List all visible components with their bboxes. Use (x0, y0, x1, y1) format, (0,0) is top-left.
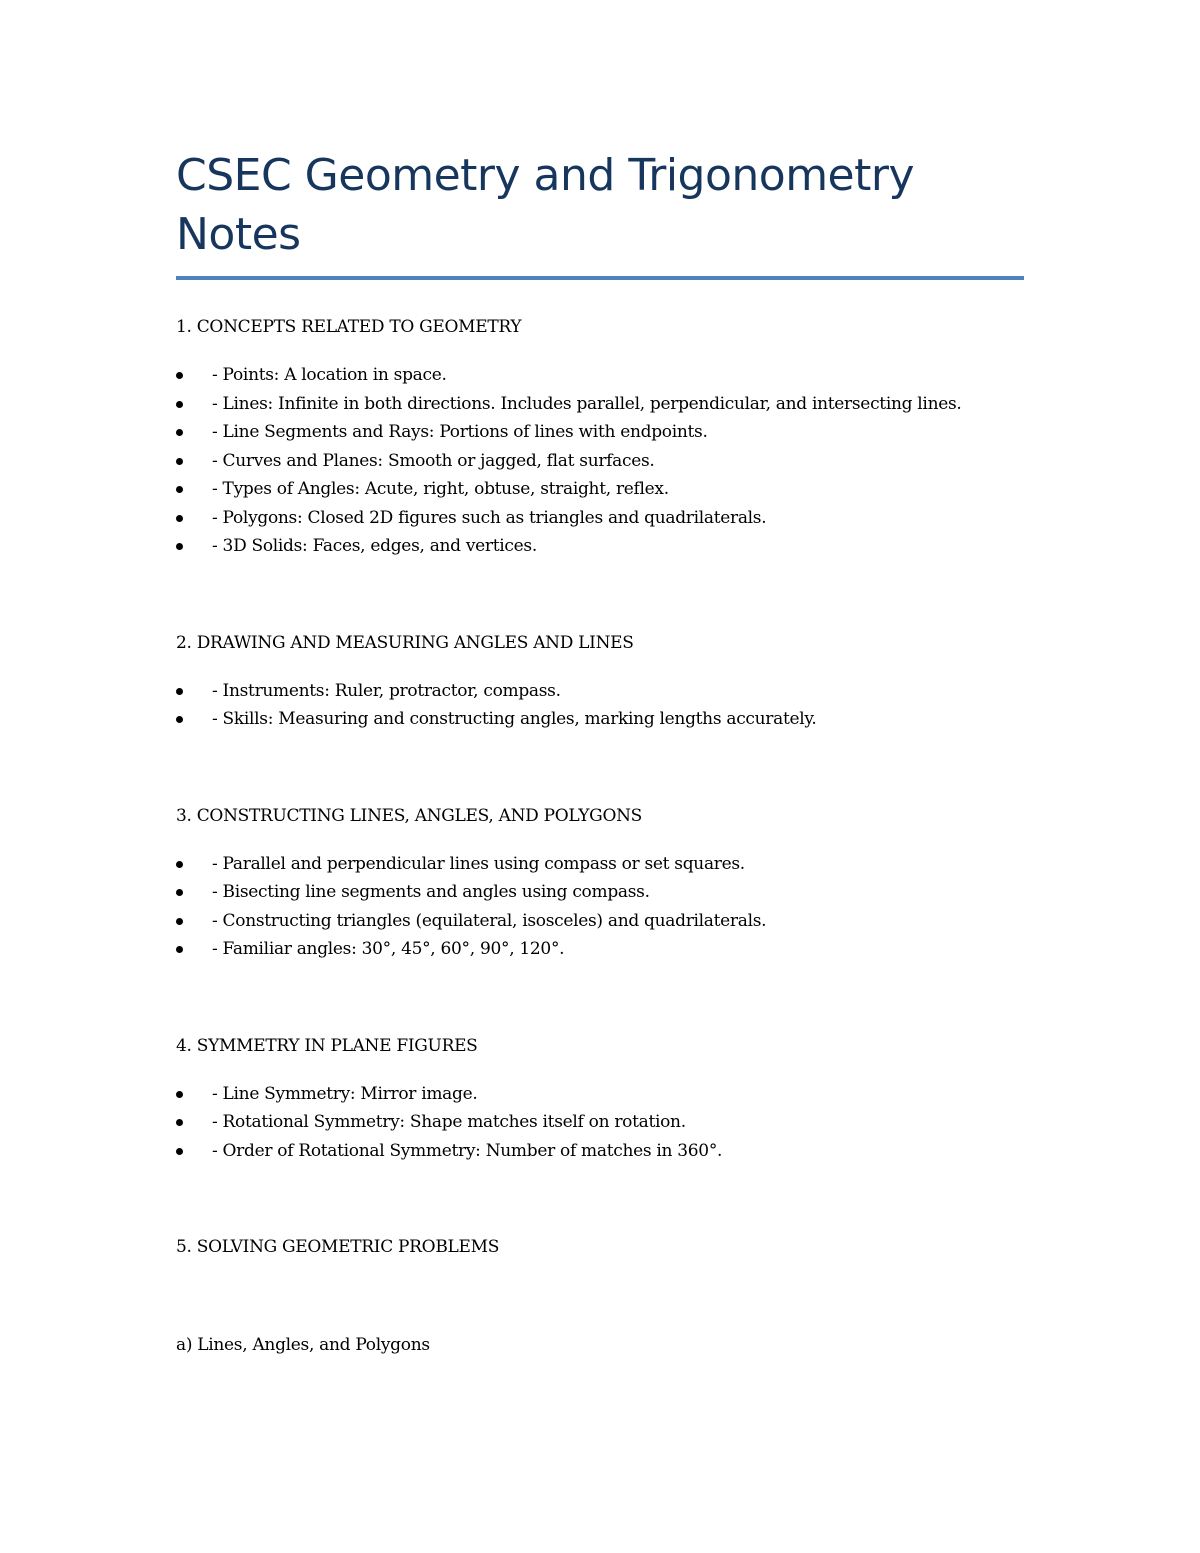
bullet-list (176, 850, 1024, 964)
list-item-text: - Points: A location in space. (212, 365, 447, 385)
bullet-icon (176, 429, 183, 436)
list-item (176, 907, 1024, 936)
section-heading: 1. CONCEPTS RELATED TO GEOMETRY (176, 317, 522, 337)
list-item-text: - Polygons: Closed 2D figures such as triangles and quadrilaterals. (212, 507, 767, 528)
bullet-icon (176, 1119, 183, 1126)
bullet-list (176, 1080, 1024, 1166)
document-title: CSEC Geometry and Trigonometry Notes (176, 150, 915, 260)
list-item (176, 504, 1024, 533)
bullet-icon (176, 486, 183, 493)
bullet-icon (176, 372, 183, 379)
section-heading: 2. DRAWING AND MEASURING ANGLES AND LINES (176, 632, 634, 653)
list-item (176, 361, 1024, 390)
list-item-text: - Skills: Measuring and constructing angles, marking lengths accurately. (212, 709, 817, 729)
list-item-text: - Curves and Planes: Smooth or jagged, flat surfaces. (212, 450, 655, 471)
list-item-text: - Order of Rotational Symmetry: Number of matches in 360°. (212, 1140, 723, 1161)
list-item (176, 850, 1024, 879)
bullet-icon (176, 458, 183, 465)
bullet-icon (176, 401, 183, 408)
list-item (176, 705, 1024, 734)
bullet-icon (176, 889, 183, 896)
bullet-list (176, 361, 1024, 561)
list-item-text: - Constructing triangles (equilateral, isosceles) and quadrilaterals. (212, 910, 767, 931)
bullet-icon (176, 515, 183, 522)
bullet-icon (176, 688, 183, 695)
bullet-icon (176, 543, 183, 550)
bullet-icon (176, 946, 183, 953)
bullet-icon (176, 716, 183, 723)
bullet-icon (176, 918, 183, 925)
bullet-icon (176, 861, 183, 868)
title-underline-rule (176, 276, 1024, 280)
list-item (176, 475, 1024, 504)
list-item-text: - 3D Solids: Faces, edges, and vertices. (212, 536, 537, 556)
list-item-text: - Rotational Symmetry: Shape matches itself on rotation. (212, 1112, 686, 1132)
list-item (176, 878, 1024, 907)
list-item-text: - Lines: Infinite in both directions. Includes parallel, perpendicular, and intersecting lines. (212, 393, 962, 414)
list-item (176, 1108, 1024, 1137)
list-item-text: - Familiar angles: 30°, 45°, 60°, 90°, 120°. (212, 939, 565, 959)
list-item (176, 447, 1024, 476)
list-item-text: - Bisecting line segments and angles using compass. (212, 882, 650, 902)
list-item-text: - Instruments: Ruler, protractor, compass. (212, 680, 561, 701)
bullet-icon (176, 1091, 183, 1098)
section-heading: 5. SOLVING GEOMETRIC PROBLEMS (176, 1237, 500, 1257)
list-item (176, 935, 1024, 964)
subsection-heading: a) Lines, Angles, and Polygons (176, 1335, 430, 1355)
list-item-text: - Types of Angles: Acute, right, obtuse, straight, reflex. (212, 479, 669, 499)
list-item (176, 1080, 1024, 1109)
section-heading: 3. CONSTRUCTING LINES, ANGLES, AND POLYGONS (176, 805, 643, 826)
document-body (176, 146, 1024, 1357)
bullet-icon (176, 1148, 183, 1155)
list-item-text: - Line Segments and Rays: Portions of lines with endpoints. (212, 422, 708, 442)
list-item-text: - Line Symmetry: Mirror image. (212, 1083, 478, 1104)
list-item (176, 677, 1024, 706)
section-heading: 4. SYMMETRY IN PLANE FIGURES (176, 1035, 478, 1056)
list-item (176, 390, 1024, 419)
bullet-list (176, 677, 1024, 734)
list-item (176, 418, 1024, 447)
list-item-text: - Parallel and perpendicular lines using compass or set squares. (212, 853, 745, 874)
list-item (176, 532, 1024, 561)
list-item (176, 1137, 1024, 1166)
